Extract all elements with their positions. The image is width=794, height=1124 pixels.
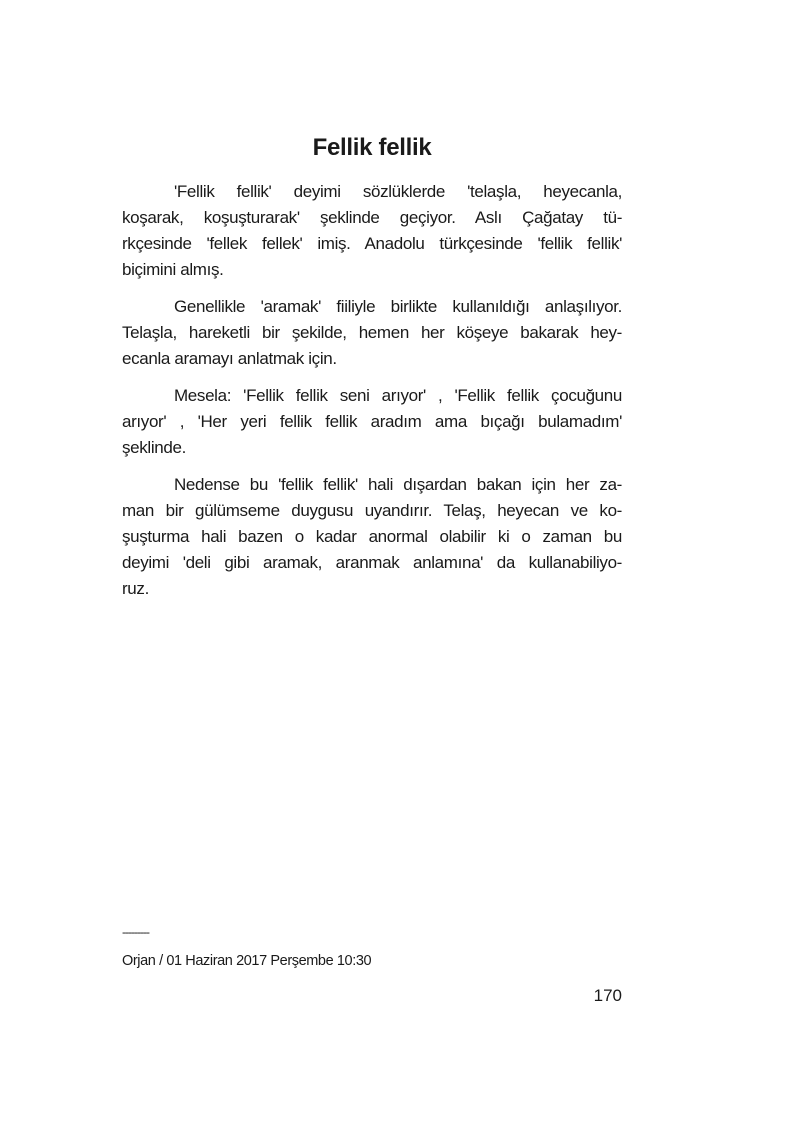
paragraph-4	[122, 472, 622, 602]
paragraph-line: Nedense bu 'fellik fellik' hali dışardan bakan için her za-	[174, 475, 622, 494]
paragraph-1	[122, 179, 622, 283]
paragraph-line: 'Fellik fellik' deyimi sözlüklerde 'telaşla, heyecanla,	[174, 182, 622, 201]
paragraph-3	[122, 383, 622, 461]
paragraph-line: biçimini almış.	[122, 260, 224, 279]
paragraph-line: Telaşla, hareketli bir şekilde, hemen her köşeye bakarak hey-	[122, 323, 622, 342]
paragraph-line: ruz.	[122, 579, 149, 598]
paragraph-line: şuşturma hali bazen o kadar anormal olabilir ki o zaman bu	[122, 527, 622, 546]
article-body	[122, 179, 622, 613]
paragraph-line: deyimi 'deli gibi aramak, aranmak anlamına' da kullanabiliyo-	[122, 553, 622, 572]
footnote-source: Orjan / 01 Haziran 2017 Perşembe 10:30	[122, 953, 372, 969]
page-title: Fellik fellik	[312, 134, 432, 161]
paragraph-line: arıyor' , 'Her yeri fellik fellik aradım ama bıçağı bulamadım'	[122, 412, 622, 431]
paragraph-line: şeklinde.	[122, 438, 186, 457]
paragraph-line: Genellikle 'aramak' fiiliyle birlikte kullanıldığı anlaşılıyor.	[174, 297, 622, 316]
paragraph-line: Mesela: 'Fellik fellik seni arıyor' , 'Fellik fellik çocuğunu	[174, 386, 622, 405]
paragraph-line: man bir gülümseme duygusu uyandırır. Telaş, heyecan ve ko-	[122, 501, 622, 520]
page-number: 170	[593, 986, 622, 1005]
paragraph-2	[122, 294, 622, 372]
paragraph-line: rkçesinde 'fellek fellek' imiş. Anadolu türkçesinde 'fellik fellik'	[122, 234, 622, 253]
paragraph-line: ecanla aramayı anlatmak için.	[122, 349, 337, 368]
paragraph-line: koşarak, koşuşturarak' şeklinde geçiyor. Aslı Çağatay tü-	[122, 208, 622, 227]
footnote-separator: ---------	[122, 925, 149, 939]
